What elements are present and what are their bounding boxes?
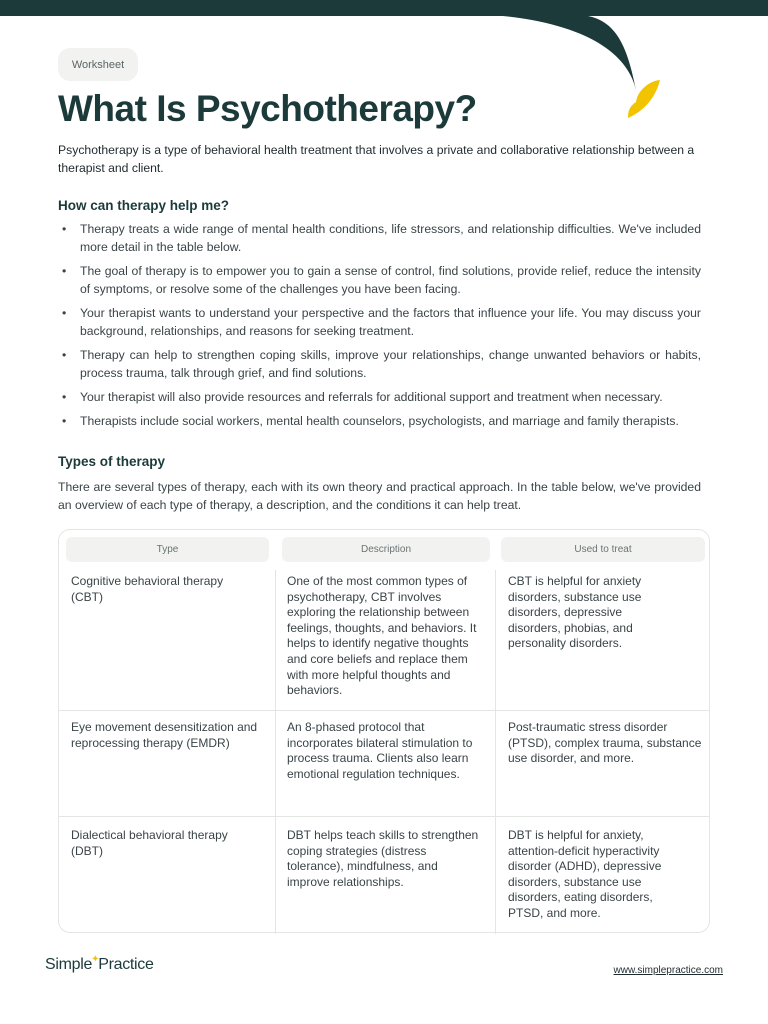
row-treats: Post-traumatic stress disorder (PTSD), complex trauma, substance use disorder, and more. <box>508 720 702 766</box>
therapy-types-table <box>58 529 710 933</box>
list-item: • The goal of therapy is to empower you to gain a sense of control, find solutions, provide relief, reduce the intensity of symptoms, or resolve some of the challenges you have been facing. <box>62 264 701 296</box>
corner-decoration <box>478 0 768 130</box>
bullet-text: Therapists include social workers, mental health counselors, psychologists, and marriage and family therapists. <box>80 414 679 428</box>
row-divider <box>59 816 709 817</box>
row-type: Dialectical behavioral therapy (DBT) <box>71 828 228 858</box>
row-type: Cognitive behavioral therapy (CBT) <box>71 574 224 604</box>
list-item: • Therapy treats a wide range of mental health conditions, life stressors, and relationship difficulties. We've included more detail in the table below. <box>62 222 701 254</box>
bullet-text: The goal of therapy is to empower you to gain a sense of control, find solutions, provide relief, reduce the intensity of symptoms, or resolve some of the challenges you have been facing. <box>80 264 701 296</box>
row-treats: DBT is helpful for anxiety, attention-deficit hyperactivity disorder (ADHD), depressive disorders, substance use disorders, eating disorders, PTSD, and more. <box>508 828 662 920</box>
help-heading: How can therapy help me? <box>58 198 230 213</box>
help-bullet-list <box>58 220 701 436</box>
sparkle-logo-icon: ✦ <box>91 954 100 965</box>
row-description: One of the most common types of psychotherapy, CBT involves exploring the relationship between feelings, thoughts, and behaviors. It helps to identify negative thoughts and core beliefs and replace them with more helpful thoughts and behaviors. <box>287 574 477 698</box>
simplepractice-logo <box>45 956 154 974</box>
page-title: What Is Psychotherapy? <box>58 88 477 129</box>
bullet-text: Therapy can help to strengthen coping skills, improve your relationships, change unwanted behaviors or habits, process trauma, talk through grief, and find solutions. <box>80 348 701 380</box>
worksheet-badge-label: Worksheet <box>71 58 125 71</box>
row-treats: CBT is helpful for anxiety disorders, substance use disorders, depressive disorders, phobias, and personality disorders. <box>508 574 642 651</box>
column-divider <box>495 570 496 934</box>
types-intro-paragraph: There are several types of therapy, each with its own theory and practical approach. In the table below, we've provided an overview of each type of therapy, a description, and the conditions it can help treat. <box>58 480 701 512</box>
table-header-type: Type <box>66 537 269 562</box>
row-divider <box>59 710 709 711</box>
table-header-used-to-treat: Used to treat <box>501 537 705 562</box>
logo-text-left: Simple <box>45 956 93 973</box>
row-description: An 8-phased protocol that incorporates bilateral stimulation to process trauma. Clients also learn emotional regulation techniques. <box>287 720 473 781</box>
website-link[interactable]: www.simplepractice.com <box>613 965 723 976</box>
worksheet-badge <box>58 48 138 81</box>
bullet-text: Your therapist wants to understand your perspective and the factors that influence your life. You may discuss your background, relationships, and reasons for seeking treatment. <box>80 306 701 338</box>
list-item: • Therapists include social workers, mental health counselors, psychologists, and marriage and family therapists. <box>62 414 679 428</box>
intro-paragraph: Psychotherapy is a type of behavioral health treatment that involves a private and collaborative relationship between a therapist and client. <box>58 143 695 175</box>
table-header-description: Description <box>282 537 490 562</box>
row-description: DBT helps teach skills to strengthen coping strategies (distress tolerance), mindfulness, and improve relationships. <box>287 828 479 889</box>
logo-text-right: Practice <box>98 956 154 973</box>
row-type: Eye movement desensitization and reprocessing therapy (EMDR) <box>71 720 258 750</box>
types-heading: Types of therapy <box>58 454 166 469</box>
table-header-row <box>59 530 709 572</box>
list-item: • Therapy can help to strengthen coping skills, improve your relationships, change unwanted behaviors or habits, process trauma, talk through grief, and find solutions. <box>62 348 701 380</box>
column-divider <box>275 570 276 934</box>
bullet-text: Therapy treats a wide range of mental health conditions, life stressors, and relationship difficulties. We've included more detail in the table below. <box>80 222 701 254</box>
list-item: • Your therapist wants to understand your perspective and the factors that influence your life. You may discuss your background, relationships, and reasons for seeking treatment. <box>62 306 701 338</box>
bullet-text: Your therapist will also provide resources and referrals for additional support and treatment when necessary. <box>80 390 663 404</box>
list-item: • Your therapist will also provide resources and referrals for additional support and treatment when necessary. <box>62 390 663 404</box>
yellow-leaf-icon <box>628 80 660 118</box>
